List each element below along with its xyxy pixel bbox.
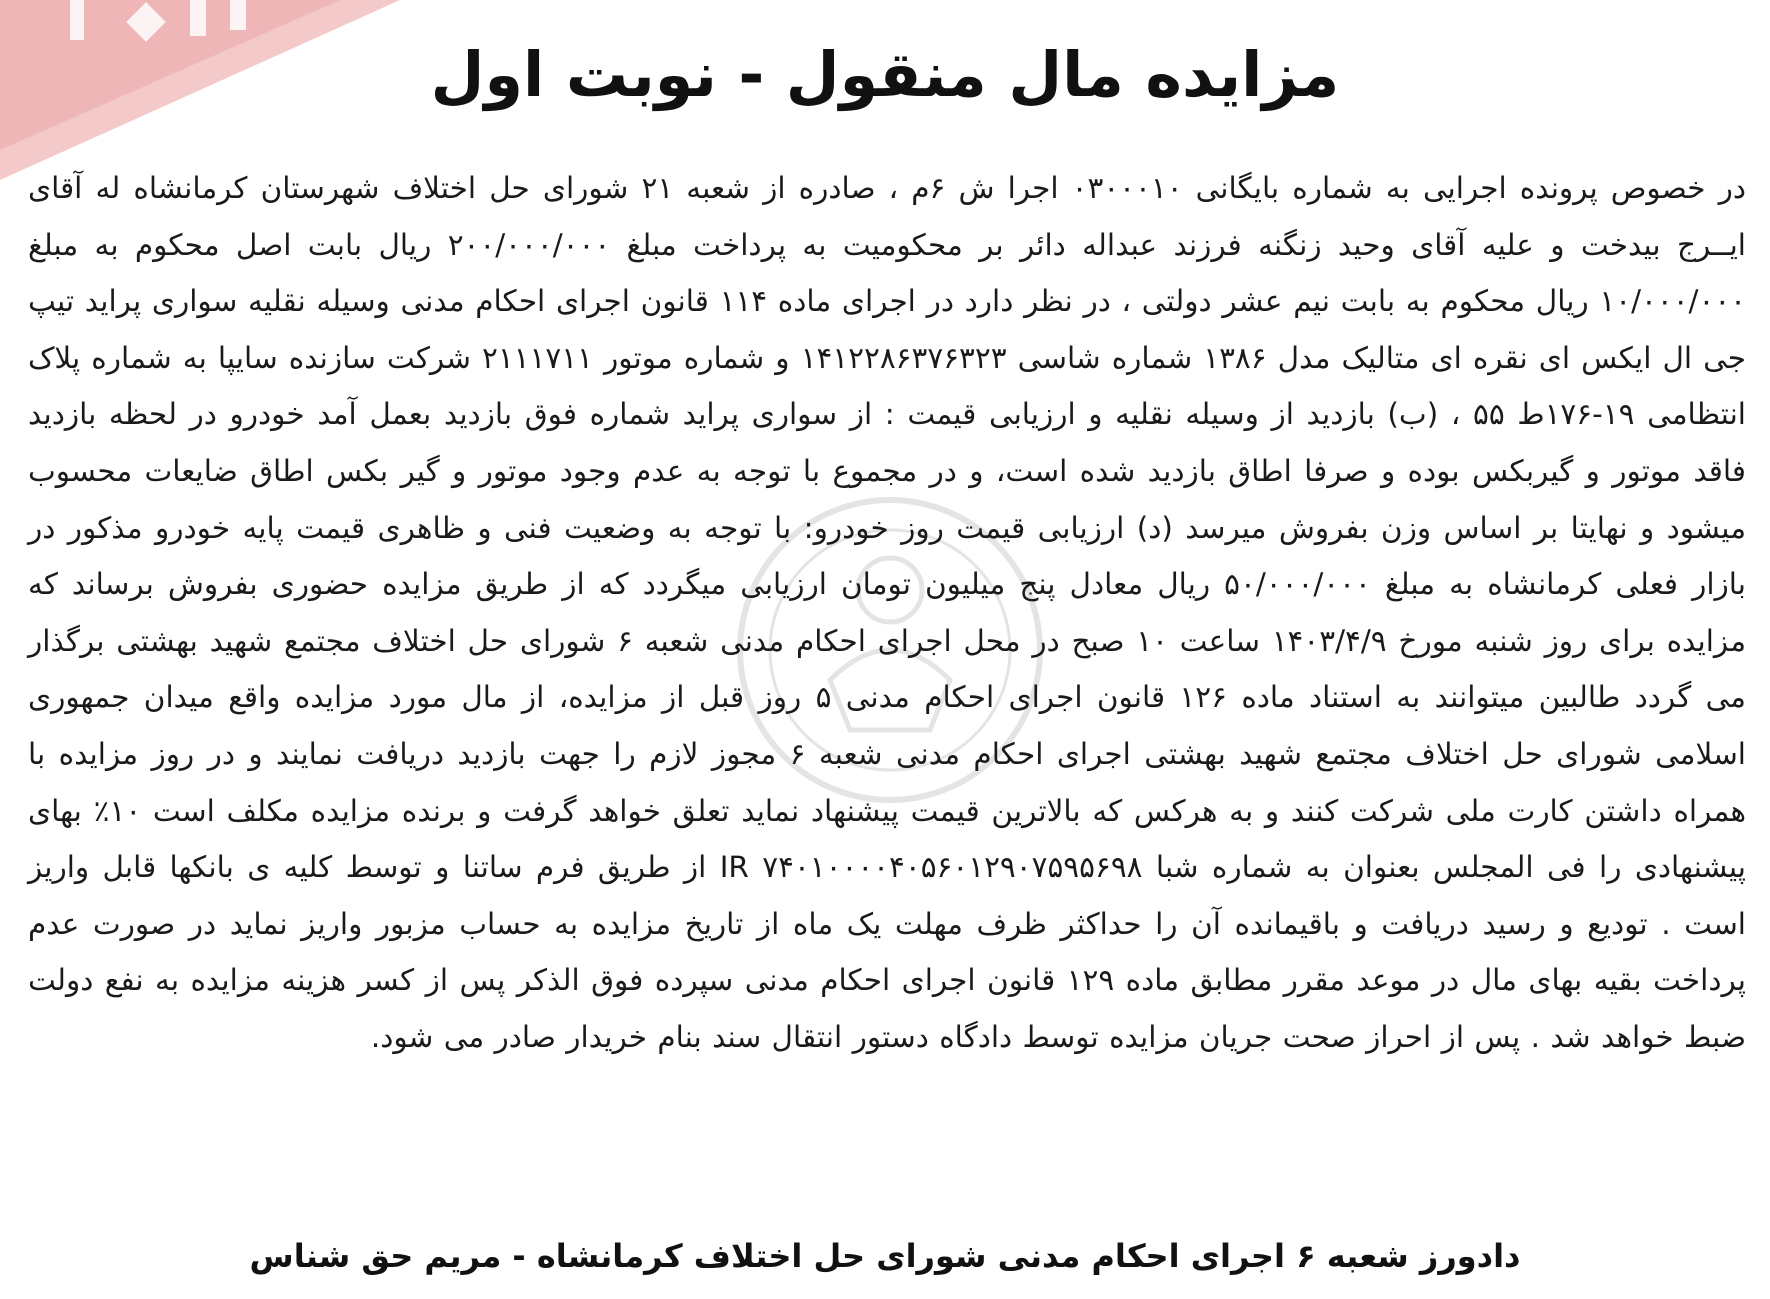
notice-body: [28, 160, 1746, 1066]
notice-signature: دادورز شعبه ۶ اجرای احکام مدنی شورای حل اختلاف کرمانشاه - مریم حق شناس: [249, 1237, 1521, 1275]
notice-paragraph: در خصوص پرونده اجرایی به شماره بایگانی ۰۳۰۰۰۱۰ اجرا ش ۶م ، صادره از شعبه ۲۱ شورای حل اختلاف شهرستان کرمانشاه له آقای ایــرج بیدخت و علیه آقای وحید زنگنه فرزند عبداله دائر بر محکومیت به پرداخت مبلغ ۲۰۰/۰۰۰/۰۰۰ ریال بابت اصل محکوم به مبلغ ۱۰/۰۰۰/۰۰۰ ریال محکوم به بابت نیم عشر دولتی ، در نظر دارد در اجرای ماده ۱۱۴ قانون اجرای احکام مدنی وسیله نقلیه سواری پراید تیپ جی ال ایکس ای نقره ای متالیک مدل ۱۳۸۶ شماره شاسی ۱۴۱۲۲۸۶۳۷۶۳۲۳ و شماره موتور ۲۱۱۱۷۱۱ شرکت سازنده سایپا به شماره پلاک انتظامی ۱۹-۱۷۶ط ۵۵ ، (ب) بازدید از وسیله نقلیه و ارزیابی قیمت : از سواری پراید شماره فوق بازدید بعمل آمد خودرو در لحظه بازدید فاقد موتور و گیربکس بوده و صرفا اطاق بازدید شده است، و در مجموع با توجه به عدم وجود موتور و گیر بکس اطاق ضایعات محسوب میشود و نهایتا بر اساس وزن بفروش میرسد (د) ارزیابی قیمت روز خودرو: با توجه به وضعیت فنی و ظاهری قیمت پایه خودرو مذکور در بازار فعلی کرمانشاه به مبلغ ۵۰/۰۰۰/۰۰۰ ریال معادل پنج میلیون تومان ارزیابی میگردد که از طریق مزایده حضوری بفروش برساند که مزایده برای روز شنبه مورخ ۱۴۰۳/۴/۹ ساعت ۱۰ صبح در محل اجرای احکام مدنی شعبه ۶ شورای حل اختلاف مجتمع شهید بهشتی برگذار می گردد طالبین میتوانند به استناد ماده ۱۲۶ قانون اجرای احکام مدنی ۵ روز قبل از مزایده، از مال مورد مزایده واقع میدان جمهوری اسلامی شورای حل اختلاف مجتمع شهید بهشتی اجرای احکام مدنی شعبه ۶ مجوز لازم را جهت بازدید دریافت نمایند و در روز مزایده با همراه داشتن کارت ملی شرکت کنند و به هرکس که بالاترین قیمت پیشنهاد نماید تعلق خواهد گرفت و برنده مزایده مکلف است ۱۰٪ بهای پیشنهادی را فی المجلس بعنوان به شماره شبا IR ۷۴۰۱۰۰۰۰۴۰۵۶۰۱۲۹۰۷۵۹۵۶۹۸ از طریق فرم ساتنا و توسط کلیه ی بانکها قابل واریز است . تودیع و رسید دریافت و باقیمانده آن را حداکثر ظرف مهلت یک ماه از تاریخ مزایده به حساب مزبور واریز نماید در صورت عدم پرداخت بقیه بهای مال در موعد مقرر مطابق ماده ۱۲۹ قانون اجرای احکام مدنی سپرده فوق الذکر پس از کسر هزینه مزایده به نفع دولت ضبط خواهد شد . پس از احراز صحت جریان مزایده توسط دادگاه دستور انتقال سند بنام خریدار صادر می شود.: [28, 171, 1747, 1054]
notice-title: مزایده مال منقول - نوبت اول: [430, 38, 1340, 111]
